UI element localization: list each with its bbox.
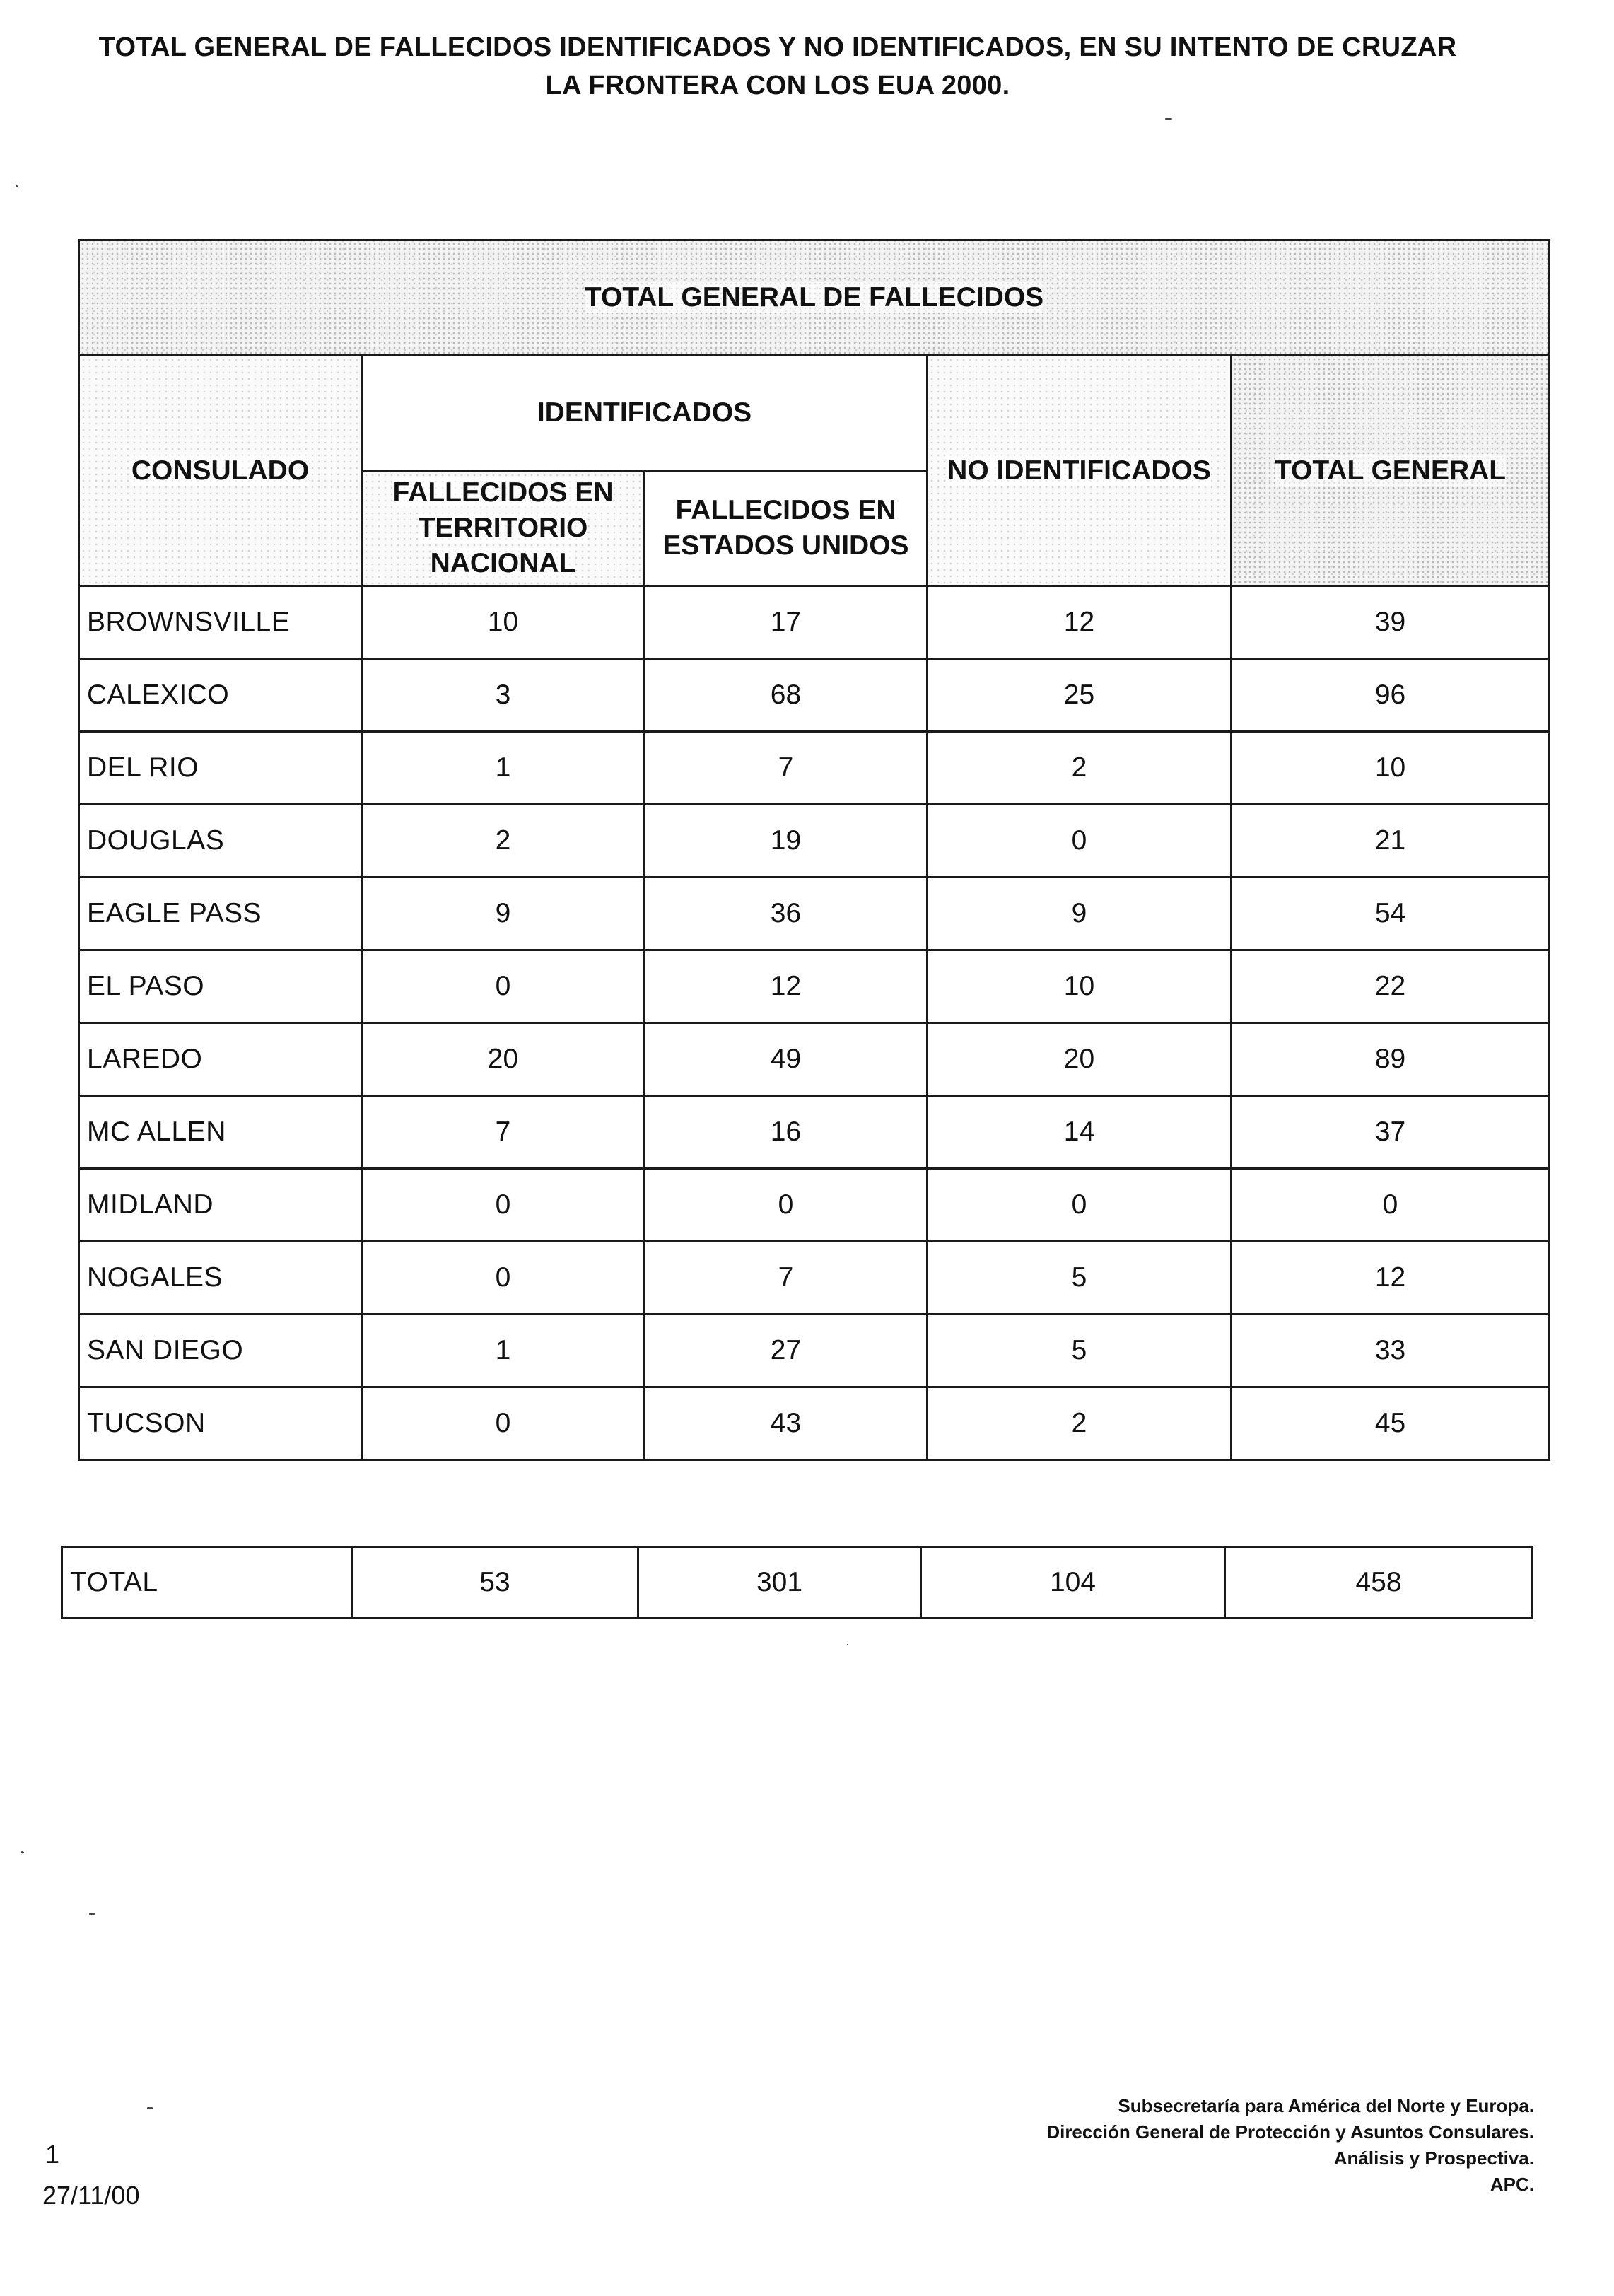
estados-unidos-cell: 0 — [645, 1169, 928, 1242]
no-identificados-cell: 9 — [928, 878, 1232, 950]
table-row — [79, 1023, 1550, 1096]
header-consulado: CONSULADO — [131, 455, 310, 486]
scan-speck — [847, 1644, 848, 1645]
estados-unidos-cell: 43 — [645, 1387, 928, 1460]
no-identificados-cell: 10 — [928, 950, 1232, 1023]
estados-unidos-cell: 7 — [645, 732, 928, 805]
total-estados-unidos: 301 — [638, 1547, 921, 1619]
footer-line3: Análisis y Prospectiva. — [1333, 2148, 1534, 2169]
total-general-cell: 0 — [1232, 1169, 1550, 1242]
no-identificados-cell: 0 — [928, 1169, 1232, 1242]
header-estados-unidos-cell — [645, 471, 928, 586]
header-no-identificados: NO IDENTIFICADOS — [947, 455, 1211, 486]
total-general-cell: 10 — [1232, 732, 1550, 805]
header-estados-unidos-line2: ESTADOS UNIDOS — [662, 530, 909, 561]
document-date: 27/11/00 — [42, 2181, 140, 2210]
estados-unidos-cell: 7 — [645, 1242, 928, 1315]
scan-speck — [89, 1913, 95, 1915]
total-general-cell: 39 — [1232, 586, 1550, 659]
total-no-identificados: 104 — [921, 1547, 1225, 1619]
estados-unidos-cell: 68 — [645, 659, 928, 732]
super-header-cell — [79, 240, 1550, 356]
footer-line4: APC. — [1490, 2174, 1534, 2195]
no-identificados-cell: 0 — [928, 805, 1232, 878]
total-general-cell: 96 — [1232, 659, 1550, 732]
header-territorio-line3: NACIONAL — [430, 548, 576, 578]
table-row — [79, 950, 1550, 1023]
total-general-cell: 45 — [1232, 1387, 1550, 1460]
territorio-cell: 1 — [362, 732, 645, 805]
consulado-cell: DOUGLAS — [79, 805, 362, 878]
total-total-general: 458 — [1225, 1547, 1533, 1619]
no-identificados-cell: 20 — [928, 1023, 1232, 1096]
total-general-cell: 22 — [1232, 950, 1550, 1023]
header-total-general-cell — [1232, 356, 1550, 586]
consulado-cell: DEL RIO — [79, 732, 362, 805]
header-identificados-cell — [362, 356, 928, 471]
table-row — [79, 586, 1550, 659]
territorio-cell: 1 — [362, 1315, 645, 1387]
territorio-cell: 7 — [362, 1096, 645, 1169]
footer-line2: Dirección General de Protección y Asuntos Consulares. — [1046, 2121, 1534, 2143]
no-identificados-cell: 2 — [928, 732, 1232, 805]
total-general-cell: 89 — [1232, 1023, 1550, 1096]
territorio-cell: 20 — [362, 1023, 645, 1096]
territorio-cell: 0 — [362, 1169, 645, 1242]
consulado-cell: TUCSON — [79, 1387, 362, 1460]
total-label: TOTAL — [62, 1547, 352, 1619]
header-total-general: TOTAL GENERAL — [1274, 455, 1507, 486]
total-general-cell: 21 — [1232, 805, 1550, 878]
estados-unidos-cell: 19 — [645, 805, 928, 878]
no-identificados-cell: 14 — [928, 1096, 1232, 1169]
header-territorio-line1: FALLECIDOS EN — [392, 477, 614, 508]
table-row — [79, 878, 1550, 950]
scan-speck — [1165, 118, 1172, 120]
territorio-cell: 10 — [362, 586, 645, 659]
consulado-cell: LAREDO — [79, 1023, 362, 1096]
territorio-cell: 9 — [362, 878, 645, 950]
territorio-cell: 3 — [362, 659, 645, 732]
consulado-cell: NOGALES — [79, 1242, 362, 1315]
table-row — [79, 732, 1550, 805]
header-no-identificados-cell — [928, 356, 1232, 586]
document-title-line2: LA FRONTERA CON LOS EUA 2000. — [545, 71, 1010, 100]
territorio-cell: 0 — [362, 950, 645, 1023]
table-row — [79, 659, 1550, 732]
scan-speck — [21, 1851, 25, 1854]
scan-speck — [147, 2107, 153, 2109]
table-row — [79, 805, 1550, 878]
estados-unidos-cell: 36 — [645, 878, 928, 950]
territorio-cell: 0 — [362, 1242, 645, 1315]
total-general-cell: 54 — [1232, 878, 1550, 950]
estados-unidos-cell: 49 — [645, 1023, 928, 1096]
consulado-cell: MC ALLEN — [79, 1096, 362, 1169]
table-row — [79, 1096, 1550, 1169]
territorio-cell: 0 — [362, 1387, 645, 1460]
document-title — [71, 28, 1485, 105]
consulado-cell: MIDLAND — [79, 1169, 362, 1242]
super-header: TOTAL GENERAL DE FALLECIDOS — [584, 282, 1044, 313]
header-territorio-cell — [362, 471, 645, 586]
total-table — [61, 1546, 1533, 1619]
document-title-line1: TOTAL GENERAL DE FALLECIDOS IDENTIFICADOS Y NO IDENTIFICADOS, EN SU INTENTO DE CRUZAR — [98, 33, 1457, 62]
no-identificados-cell: 5 — [928, 1242, 1232, 1315]
table-row — [79, 1242, 1550, 1315]
estados-unidos-cell: 16 — [645, 1096, 928, 1169]
consulado-cell: CALEXICO — [79, 659, 362, 732]
total-row — [62, 1547, 1533, 1619]
header-consulado-cell — [79, 356, 362, 586]
header-identificados: IDENTIFICADOS — [537, 397, 752, 428]
fallecidos-table — [78, 239, 1550, 1461]
no-identificados-cell: 2 — [928, 1387, 1232, 1460]
total-territorio: 53 — [352, 1547, 638, 1619]
header-territorio-line2: TERRITORIO — [418, 513, 588, 543]
total-general-cell: 33 — [1232, 1315, 1550, 1387]
estados-unidos-cell: 12 — [645, 950, 928, 1023]
footer-organization — [827, 2093, 1534, 2198]
consulado-cell: EL PASO — [79, 950, 362, 1023]
territorio-cell: 2 — [362, 805, 645, 878]
consulado-cell: SAN DIEGO — [79, 1315, 362, 1387]
no-identificados-cell: 25 — [928, 659, 1232, 732]
estados-unidos-cell: 17 — [645, 586, 928, 659]
no-identificados-cell: 12 — [928, 586, 1232, 659]
table-row — [79, 1387, 1550, 1460]
total-general-cell: 37 — [1232, 1096, 1550, 1169]
table-row — [79, 1315, 1550, 1387]
no-identificados-cell: 5 — [928, 1315, 1232, 1387]
footer-line1: Subsecretaría para América del Norte y Europa. — [1118, 2095, 1534, 2116]
consulado-cell: EAGLE PASS — [79, 878, 362, 950]
header-estados-unidos-line1: FALLECIDOS EN — [675, 495, 896, 525]
total-general-cell: 12 — [1232, 1242, 1550, 1315]
scan-speck — [16, 185, 18, 187]
page-number: 1 — [45, 2140, 60, 2169]
estados-unidos-cell: 27 — [645, 1315, 928, 1387]
table-row — [79, 1169, 1550, 1242]
consulado-cell: BROWNSVILLE — [79, 586, 362, 659]
